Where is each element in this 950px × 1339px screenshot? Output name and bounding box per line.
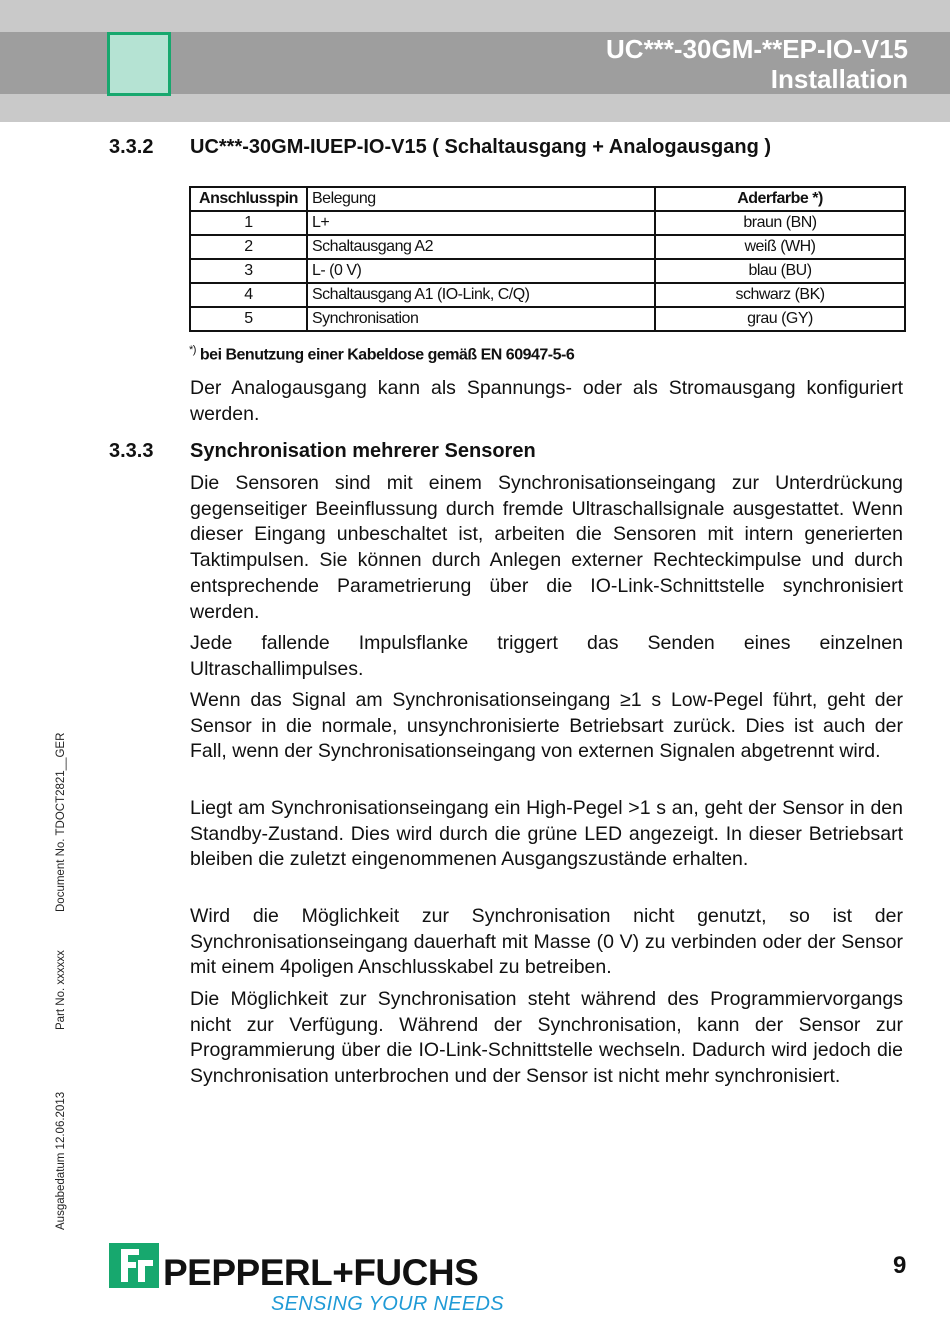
chapter-name: Installation: [770, 64, 908, 94]
pepperl-fuchs-logo-icon: [109, 1243, 159, 1288]
document-number: Document No. TDOCT2821__GER: [55, 732, 67, 912]
table-row: [190, 307, 905, 331]
table-row: [190, 235, 905, 259]
table-cell: Schaltausgang A2: [307, 235, 655, 259]
body-paragraph: Wird die Möglichkeit zur Synchronisation nicht genutzt, so ist der Synchronisationseingang dauerhaft mit Masse (0 V) zu verbinden oder der Sensor mit einem 4poligen Anschlusskabel zu betreiben.: [190, 905, 903, 979]
body-paragraph: Die Sensoren sind mit einem Synchronisationseingang zur Unterdrückung gegenseitiger Beeinflussung durch fremde Ultraschallsignale ausgestattet. Wenn dieser Eingang unbeschaltet ist, arbeiten die Sensoren mit intern generierten Taktimpulsen. Sie können durch Anlegen externer Rechteckimpulse und durch entsprechende Parametrierung über die IO-Link-Schnittstelle synchronisiert werden.: [190, 472, 903, 623]
table-cell: 2: [190, 235, 307, 259]
table-cell: blau (BU): [655, 259, 905, 283]
footnote-marker: *): [189, 344, 196, 356]
table-cell: weiß (WH): [655, 235, 905, 259]
table-cell: schwarz (BK): [655, 283, 905, 307]
table-cell: 4: [190, 283, 307, 307]
analog-output-paragraph: Der Analogausgang kann als Spannungs- oder als Stromausgang konfiguriert werden.: [190, 377, 903, 425]
body-paragraph: Liegt am Synchronisationseingang ein High-Pegel >1 s an, geht der Sensor in den Standby-Zustand. Dies wird durch die grüne LED angezeigt. In dieser Betriebsart bleiben die zuletzt eingenommenen Ausgangszustände erhalten.: [190, 797, 903, 871]
brand-name: PEPPERL+FUCHS: [163, 1252, 479, 1293]
table-footnote: [189, 344, 574, 364]
column-header: Anschlusspin: [190, 187, 307, 211]
section-heading-3-3-3: [109, 440, 536, 463]
pin-assignment-table: [189, 186, 906, 332]
page-number: 9: [893, 1252, 907, 1279]
body-paragraph: Die Möglichkeit zur Synchronisation steht während des Programmiervorgangs nicht zur Verfügung. Während der Synchronisation, kann der Sensor zur Programmierung über die IO-Link-Schnittstelle wechseln. Dadurch wird jedoch die Synchronisation unterbrochen und der Sensor ist nicht mehr synchronisiert.: [190, 988, 903, 1088]
table-header-row: [190, 187, 905, 211]
column-header: Aderfarbe *): [655, 187, 905, 211]
section-number: 3.3.3: [109, 440, 154, 462]
body-paragraph: Wenn das Signal am Synchronisationseingang ≥1 s Low-Pegel führt, geht der Sensor in die normale, unsynchronisierte Betriebsart zurück. Dies ist auch der Fall, wenn der Synchronisationseingang von externen Signalen abgetrennt wird.: [190, 689, 903, 763]
section-title: Synchronisation mehrerer Sensoren: [190, 440, 536, 462]
table-cell: 3: [190, 259, 307, 283]
table-row: [190, 211, 905, 235]
table-row: [190, 283, 905, 307]
product-name: UC***-30GM-**EP-IO-V15: [606, 34, 908, 64]
header-color-square: [107, 32, 171, 96]
table-cell: braun (BN): [655, 211, 905, 235]
footnote-text: bei Benutzung einer Kabeldose gemäß EN 60947-5-6: [195, 346, 575, 364]
header-title: [606, 34, 908, 94]
brand-slogan: SENSING YOUR NEEDS: [271, 1293, 504, 1315]
table-cell: Schaltausgang A1 (IO-Link, C/Q): [307, 283, 655, 307]
section-number: 3.3.2: [109, 136, 154, 158]
table-cell: grau (GY): [655, 307, 905, 331]
table-cell: 1: [190, 211, 307, 235]
section-heading-3-3-2: [109, 136, 771, 159]
table-cell: L+: [307, 211, 655, 235]
part-number: Part No. xxxxxx: [55, 950, 67, 1030]
section-title: UC***-30GM-IUEP-IO-V15 ( Schaltausgang + Analogausgang ): [190, 136, 772, 158]
table-cell: L- (0 V): [307, 259, 655, 283]
body-paragraph: Jede fallende Impulsflanke triggert das Senden eines einzelnen Ultraschallimpulses.: [190, 632, 903, 680]
table-cell: 5: [190, 307, 307, 331]
table-row: [190, 259, 905, 283]
column-header: Belegung: [307, 187, 655, 211]
table-cell: Synchronisation: [307, 307, 655, 331]
issue-date: Ausgabedatum 12.06.2013: [55, 1091, 67, 1230]
